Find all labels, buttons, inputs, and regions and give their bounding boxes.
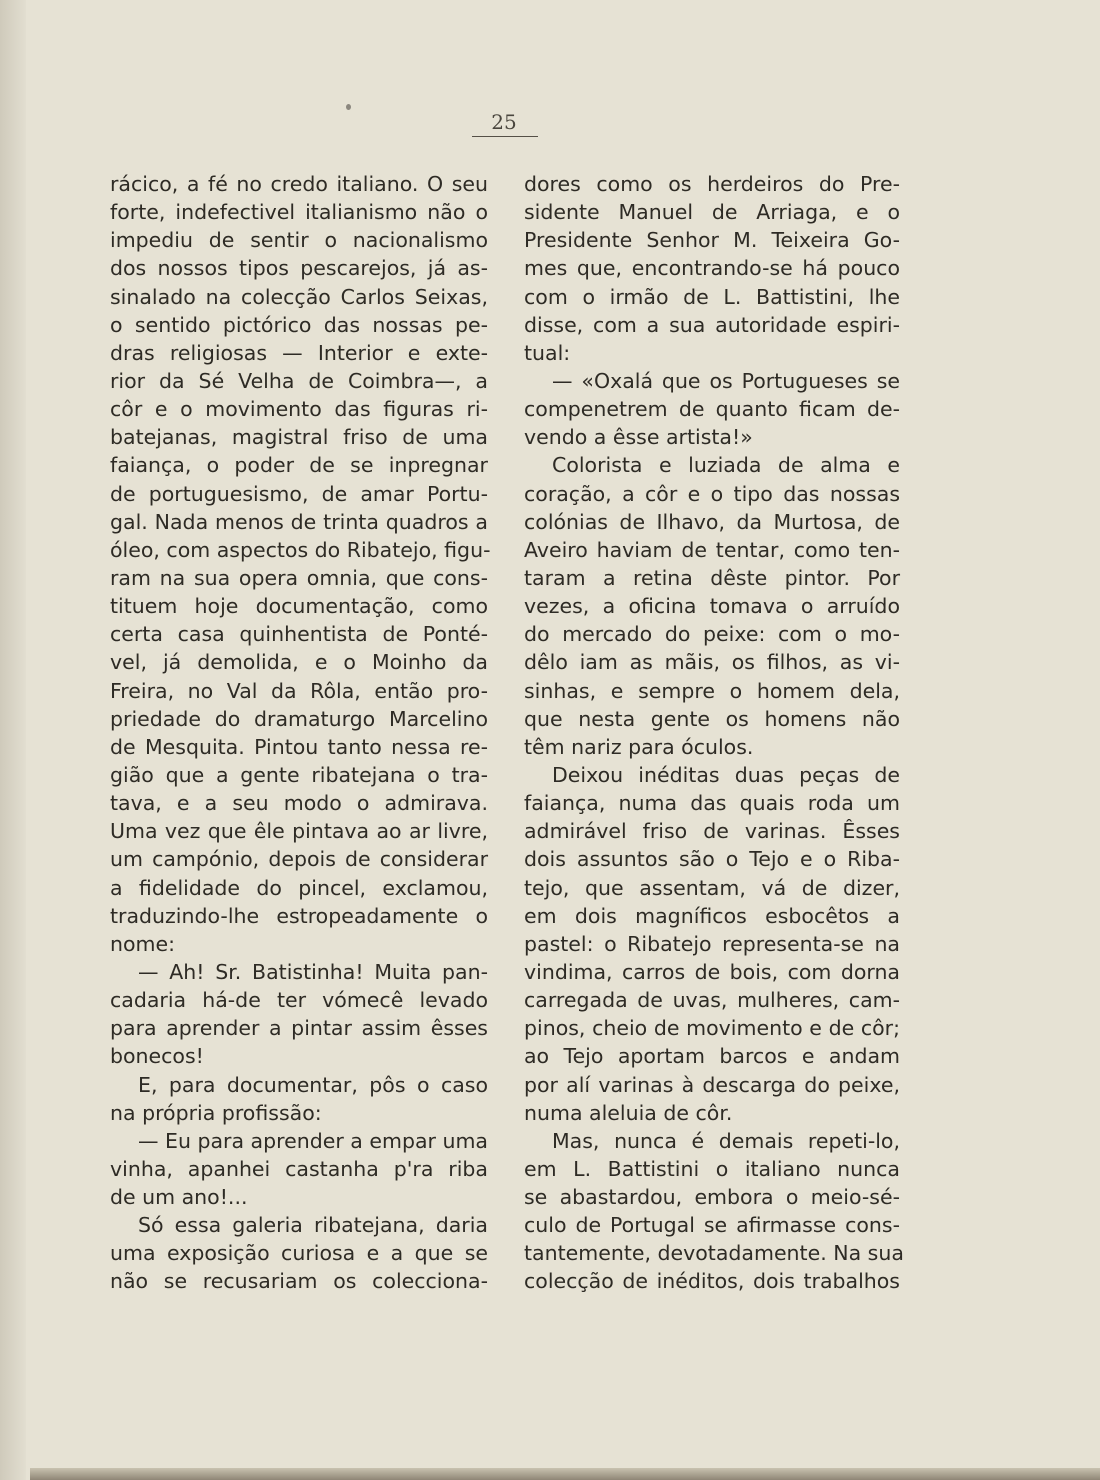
text-line: sinhas, e sempre o homem dela, <box>524 678 900 703</box>
text-line: de Mesquita. Pintou tanto nessa re- <box>110 734 488 759</box>
text-line: em dois magníficos esbocêtos a <box>524 903 900 928</box>
text-line: rior da Sé Velha de Coimbra—, a <box>110 368 488 393</box>
text-line: por alí varinas à descarga do peixe, <box>524 1072 900 1097</box>
text-line: do mercado do peixe: com o mo- <box>524 622 900 647</box>
text-line: sidente Manuel de Arriaga, e o <box>524 200 900 225</box>
paper-speck <box>346 104 351 110</box>
text-line: de portuguesismo, de amar Portu- <box>110 481 488 506</box>
text-line: de um ano!... <box>110 1185 248 1210</box>
text-line: dras religiosas — Interior e exte- <box>110 340 488 365</box>
text-line: faiança, o poder de se inpregnar <box>110 453 488 478</box>
text-line: gal. Nada menos de trinta quadros a <box>110 509 488 534</box>
text-line: vindima, carros de bois, com dorna <box>524 959 900 984</box>
text-line: Deixou inéditas duas peças de <box>552 762 900 787</box>
text-line: — «Oxalá que os Portugueses se <box>552 368 900 393</box>
text-line: impediu de sentir o nacionalismo <box>110 228 488 253</box>
text-line: tituem hoje documentação, como <box>110 594 488 619</box>
text-line: tejo, que assentam, vá de dizer, <box>524 875 900 900</box>
text-line: taram a retina dêste pintor. Por <box>524 565 900 590</box>
text-line: dêlo iam as mãis, os filhos, as vi- <box>524 650 900 675</box>
text-line: um campónio, depois de considerar <box>110 847 488 872</box>
text-line: tava, e a seu modo o admirava. <box>110 791 488 816</box>
text-line: óleo, com aspectos do Ribatejo, figu- <box>110 537 491 562</box>
text-line: côr e o movimento das figuras ri- <box>110 397 488 422</box>
text-line: priedade do dramaturgo Marcelino <box>110 706 488 731</box>
page-number-rule <box>472 136 538 137</box>
text-line: cadaria há-de ter vómecê levado <box>110 988 488 1013</box>
text-line: uma exposição curiosa e a que se <box>110 1241 488 1266</box>
text-line: ao Tejo aportam barcos e andam <box>524 1044 900 1069</box>
text-line: Uma vez que êle pintava ao ar livre, <box>110 819 488 844</box>
text-line: Presidente Senhor M. Teixeira Go- <box>524 228 900 253</box>
text-line: rácico, a fé no credo italiano. O seu <box>110 172 488 196</box>
text-line: tual: <box>524 340 571 365</box>
text-line: vendo a êsse artista!» <box>524 425 753 450</box>
text-line: com o irmão de L. Battistini, lhe <box>524 284 900 309</box>
text-line: vezes, a oficina tomava o arruído <box>524 594 900 619</box>
text-line: — Eu para aprender a empar uma <box>138 1128 488 1153</box>
text-line: compenetrem de quanto ficam de- <box>524 397 900 422</box>
text-line: Só essa galeria ribatejana, daria <box>138 1213 488 1238</box>
text-line: nome: <box>110 931 176 956</box>
page-bottom-edge <box>30 1468 1100 1480</box>
text-line: pinos, cheio de movimento e de côr; <box>524 1016 900 1041</box>
text-line: certa casa quinhentista de Ponté- <box>110 622 488 647</box>
text-line: tantemente, devotadamente. Na sua <box>524 1241 904 1266</box>
text-line: Freira, no Val da Rôla, então pro- <box>110 678 488 703</box>
text-line: disse, com a sua autoridade espiri- <box>524 312 900 337</box>
text-line: a fidelidade do pincel, exclamou, <box>110 875 488 900</box>
text-line: — Ah! Sr. Batistinha! Muita pan- <box>138 959 488 984</box>
text-line: pastel: o Ribatejo representa-se na <box>524 931 900 956</box>
text-line: carregada de uvas, mulheres, cam- <box>524 988 900 1013</box>
text-line: na própria profissão: <box>110 1100 322 1125</box>
text-line: vel, já demolida, e o Moinho da <box>110 650 488 675</box>
text-line: em L. Battistini o italiano nunca <box>524 1156 900 1181</box>
text-line: faiança, numa das quais roda um <box>524 791 900 816</box>
page-number: 25 <box>491 110 517 134</box>
text-line: têm nariz para óculos. <box>524 734 754 759</box>
text-line: ram na sua opera omnia, que cons- <box>110 565 488 590</box>
text-line: culo de Portugal se afirmasse cons- <box>524 1213 900 1238</box>
text-line: dores como os herdeiros do Pre- <box>524 172 900 196</box>
text-line: não se recusariam os colecciona- <box>110 1269 488 1294</box>
text-line: gião que a gente ribatejana o tra- <box>110 762 488 787</box>
text-line: dois assuntos são o Tejo e o Riba- <box>524 847 900 872</box>
text-line: bonecos! <box>110 1044 204 1069</box>
text-line: admirável friso de varinas. Êsses <box>524 819 900 844</box>
text-line: E, para documentar, pôs o caso <box>138 1072 488 1097</box>
text-line: numa aleluia de côr. <box>524 1100 733 1125</box>
text-line: colónias de Ilhavo, da Murtosa, de <box>524 509 900 534</box>
left-text-column <box>110 170 491 1296</box>
text-line: se abastardou, embora o meio-sé- <box>524 1185 900 1210</box>
text-line: que nesta gente os homens não <box>524 706 900 731</box>
text-line: dos nossos tipos pescarejos, já as- <box>110 256 488 281</box>
text-line: Colorista e luziada de alma e <box>552 453 900 478</box>
text-line: coração, a côr e o tipo das nossas <box>524 481 900 506</box>
text-line: mes que, encontrando-se há pouco <box>524 256 900 281</box>
text-line: vinha, apanhei castanha p'ra riba <box>110 1156 488 1181</box>
text-line: sinalado na colecção Carlos Seixas, <box>110 284 488 309</box>
text-line: batejanas, magistral friso de uma <box>110 425 488 450</box>
text-line: Mas, nunca é demais repeti-lo, <box>552 1128 900 1153</box>
text-line: Aveiro haviam de tentar, como ten- <box>524 537 900 562</box>
page-spine-shadow <box>0 0 26 1480</box>
text-line: para aprender a pintar assim êsses <box>110 1016 488 1041</box>
text-line: o sentido pictórico das nossas pe- <box>110 312 488 337</box>
right-text-column <box>524 170 904 1296</box>
text-line: forte, indefectivel italianismo não o <box>110 200 488 225</box>
text-line: traduzindo-lhe estropeadamente o <box>110 903 488 928</box>
text-line: colecção de inéditos, dois trabalhos <box>524 1269 900 1294</box>
